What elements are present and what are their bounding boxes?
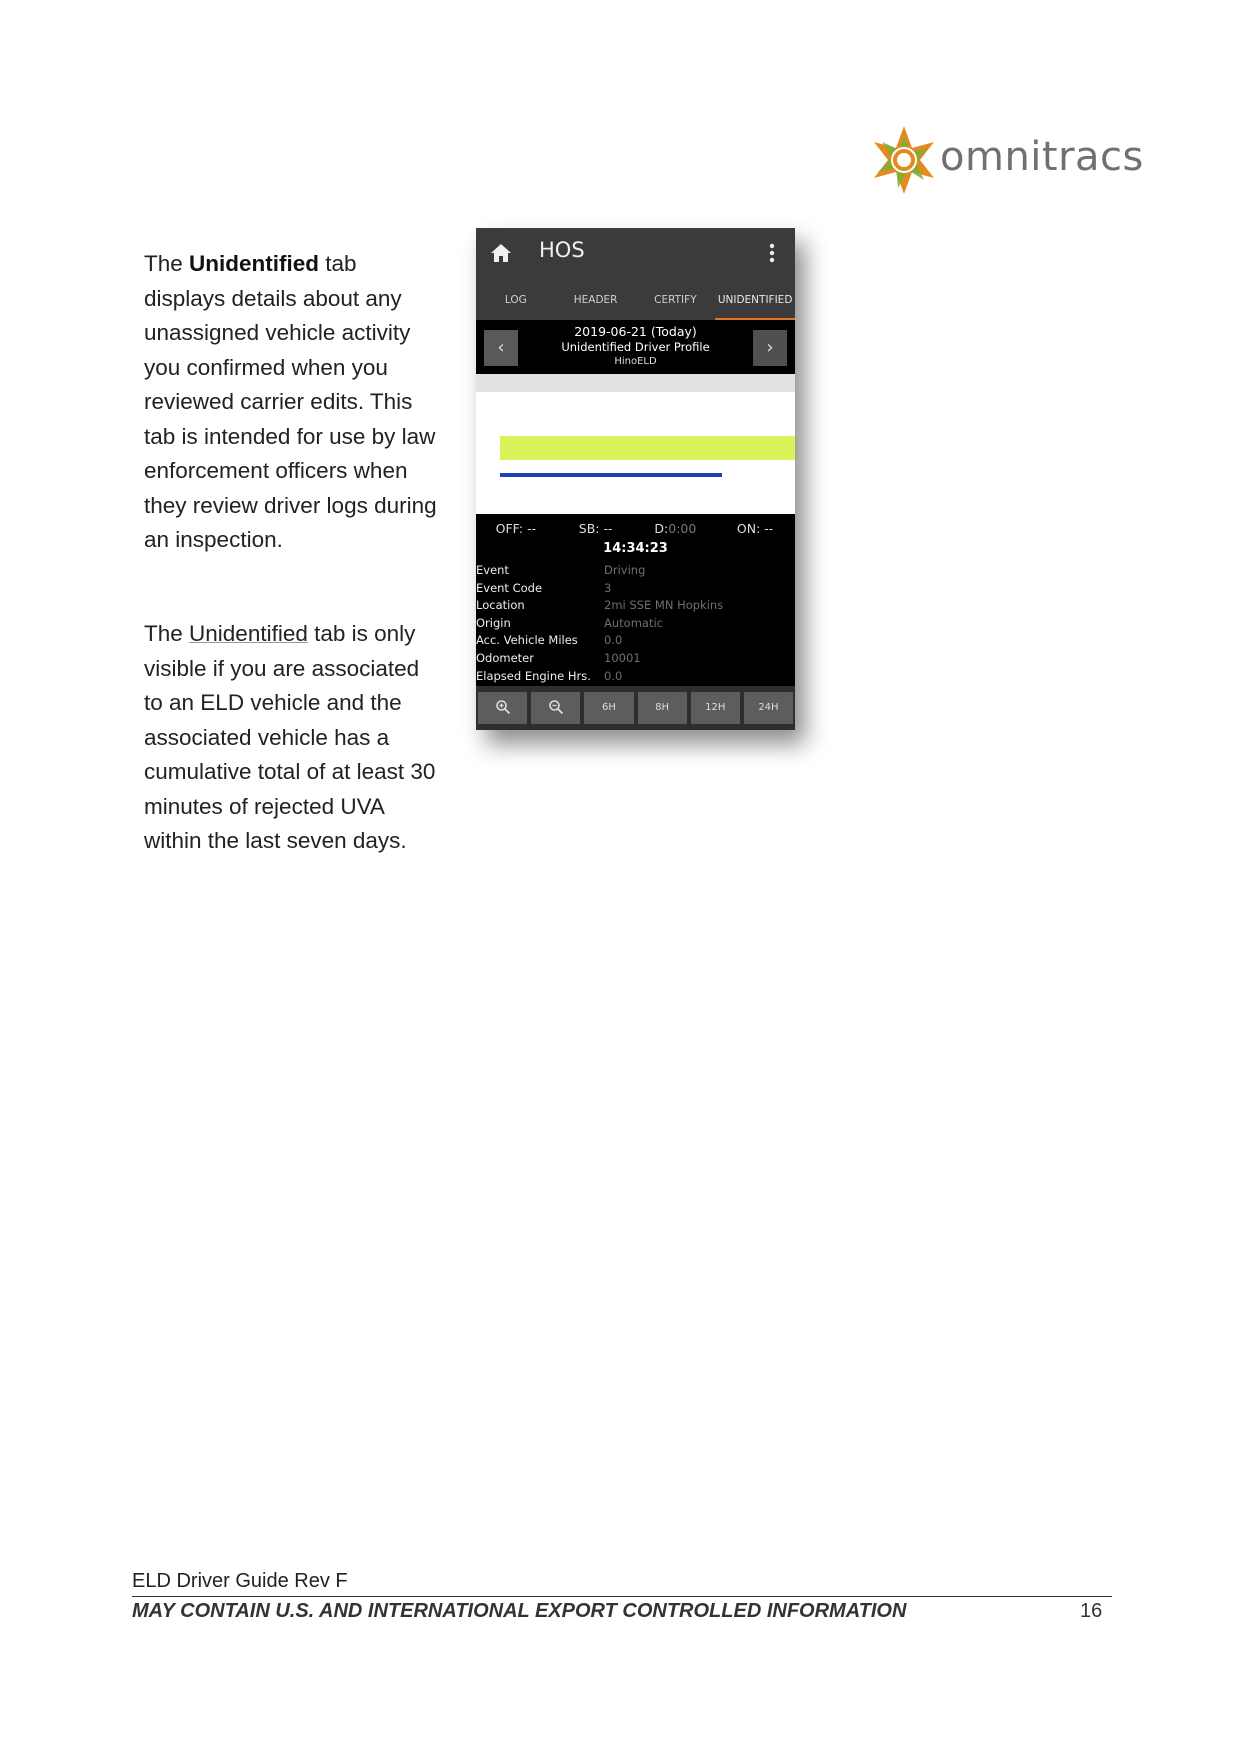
para2-highlight: Unidentified xyxy=(189,621,308,646)
zoom-toolbar xyxy=(476,686,795,730)
detail-value: 10001 xyxy=(604,650,641,665)
omnitracs-star-icon xyxy=(868,124,940,196)
zoom-24h-button[interactable]: 24H xyxy=(744,692,793,724)
previous-day-button[interactable] xyxy=(484,330,518,366)
chevron-right-icon: › xyxy=(766,337,774,358)
detail-row xyxy=(476,668,795,686)
tab-certify[interactable]: CERTIFY xyxy=(654,294,697,306)
detail-row xyxy=(476,597,795,615)
detail-value: 0.0 xyxy=(604,633,623,648)
page-number: 16 xyxy=(1080,1600,1103,1622)
date-navigator xyxy=(476,320,795,374)
detail-value: Automatic xyxy=(604,615,663,630)
off-total: OFF: -- xyxy=(495,521,537,536)
detail-row xyxy=(476,632,795,650)
omnitracs-logo xyxy=(868,124,1144,196)
zoom-in-icon xyxy=(495,699,511,715)
d-total-value: 0:00 xyxy=(668,521,697,536)
duty-totals xyxy=(476,518,795,540)
unidentified-tab-description xyxy=(144,247,444,558)
detail-value: 0.0 xyxy=(604,668,623,683)
graph-label-d xyxy=(478,448,500,474)
para1-before: The xyxy=(144,251,190,276)
d-total-label: D: xyxy=(654,521,669,536)
detail-value: 3 xyxy=(604,580,612,595)
graph-label-off xyxy=(478,396,500,422)
on-duty-line xyxy=(500,473,722,477)
tab-unidentified[interactable]: UNIDENTIFIED xyxy=(715,288,795,320)
overflow-menu-icon[interactable] xyxy=(769,242,775,264)
date-info xyxy=(526,324,745,368)
zoom-6h-button[interactable]: 6H xyxy=(584,692,633,724)
vehicle-name: HinoELD xyxy=(614,356,657,367)
unidentified-tab-visibility-note xyxy=(144,617,444,859)
chevron-left-icon: ‹ xyxy=(497,337,505,358)
duty-status-graph xyxy=(476,374,795,514)
para2-before: The xyxy=(144,621,190,646)
graph-row-labels xyxy=(478,396,500,500)
footer-document-title: ELD Driver Guide Rev F xyxy=(132,1570,348,1592)
graph-timeline xyxy=(476,374,795,392)
d-total xyxy=(636,518,716,540)
detail-key: Location xyxy=(476,598,525,613)
hos-tabs xyxy=(476,288,795,320)
next-day-button[interactable] xyxy=(753,330,787,366)
detail-row xyxy=(476,562,795,580)
detail-row xyxy=(476,650,795,668)
home-icon[interactable] xyxy=(490,242,512,264)
detail-key: Odometer xyxy=(476,650,534,665)
detail-key: Event xyxy=(476,563,509,577)
zoom-out-button[interactable] xyxy=(531,692,580,724)
detail-key: Acc. Vehicle Miles xyxy=(476,633,578,648)
detail-row xyxy=(476,615,795,633)
detail-key: Elapsed Engine Hrs. xyxy=(476,668,591,683)
graph-label-sb xyxy=(478,422,500,448)
export-control-notice: MAY CONTAIN U.S. AND INTERNATIONAL EXPORT CONTROLLED INFORMATION xyxy=(132,1600,907,1622)
event-time: 14:34:23 xyxy=(603,541,668,556)
app-title: HOS xyxy=(539,238,585,262)
driving-segment xyxy=(500,436,795,460)
sb-total: SB: -- xyxy=(578,521,613,536)
graph-label-on xyxy=(478,474,500,500)
detail-value: 2mi SSE MN Hopkins xyxy=(604,598,724,613)
zoom-out-icon xyxy=(548,699,564,715)
log-date: 2019-06-21 (Today) xyxy=(574,324,697,339)
zoom-12h-button[interactable]: 12H xyxy=(691,692,740,724)
hos-screenshot xyxy=(476,228,795,730)
para1-after: tab displays details about any unassigned vehicle activity you confirmed when you reviewed carrier edits. This tab is intended for use by law enforcement officers when they review driver logs during an inspection. xyxy=(144,251,437,552)
on-total: ON: -- xyxy=(736,521,774,536)
detail-value: Driving xyxy=(604,563,646,577)
event-details xyxy=(476,562,795,685)
tab-header[interactable]: HEADER xyxy=(573,294,618,306)
zoom-8h-button[interactable]: 8H xyxy=(638,692,687,724)
detail-row xyxy=(476,580,795,598)
footer-divider xyxy=(132,1596,1112,1597)
para2-after: tab is only visible if you are associated to an ELD vehicle and the associated vehicle has a cumulative total of at least 30 minutes of rejected UVA within the last seven days. xyxy=(144,621,436,853)
detail-key: Event Code xyxy=(476,580,543,595)
para1-bold: Unidentified xyxy=(189,251,320,276)
tab-log[interactable]: LOG xyxy=(504,294,527,306)
detail-key: Origin xyxy=(476,615,511,630)
app-bar xyxy=(476,228,795,320)
driver-profile: Unidentified Driver Profile xyxy=(561,340,710,354)
logo-wordmark: omnitracs xyxy=(940,134,1144,180)
zoom-in-button[interactable] xyxy=(478,692,527,724)
